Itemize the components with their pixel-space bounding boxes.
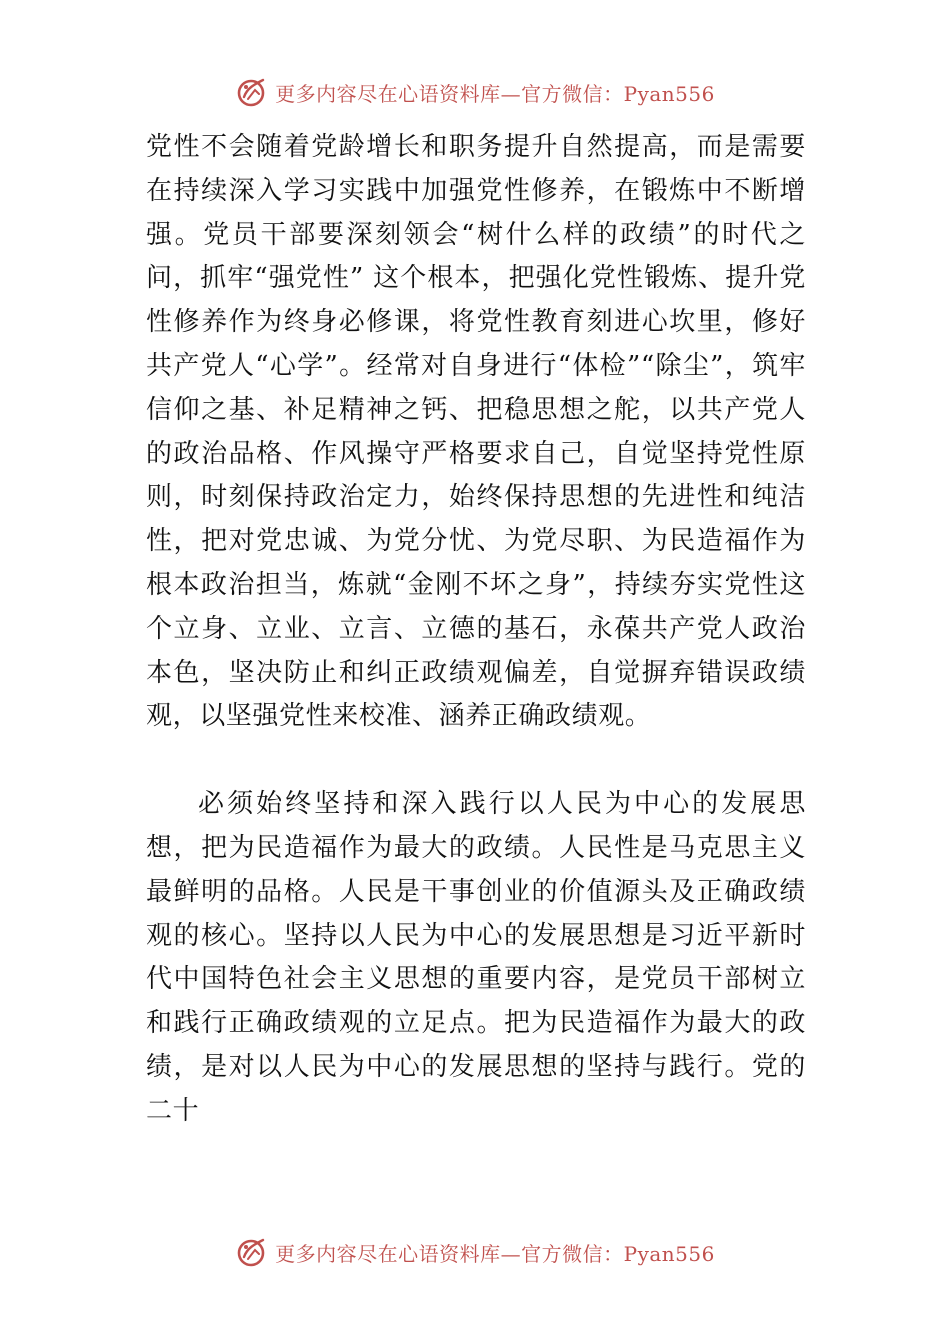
header-banner-text: 更多内容尽在心语资料库—官方微信：Pyan556	[275, 81, 715, 106]
document-body	[146, 126, 806, 1134]
footer-banner	[0, 1232, 950, 1272]
footer-banner-text: 更多内容尽在心语资料库—官方微信：Pyan556	[275, 1241, 715, 1266]
brand-logo-icon	[235, 1235, 269, 1269]
paragraph-1: 党性不会随着党龄增长和职务提升自然提高，而是需要在持续深入学习实践中加强党性修养，在锻炼中不断增强。党员干部要深刻领会“树什么样的政绩”的时代之问，抓牢“强党性” 这个根本，把强化党性锻炼、提升党性修养作为终身必修课，将党性教育刻进心坎里，修好共产党人“心学”。经常对自身进行“体检”“除尘”，筑牢信仰之基、补足精神之钙、把稳思想之舵，以共产党人的政治品格、作风操守严格要求自己，自觉坚持党性原则，时刻保持政治定力，始终保持思想的先进性和纯洁性，把对党忠诚、为党分忧、为党尽职、为民造福作为根本政治担当，炼就“金刚不坏之身”，持续夯实党性这个立身、立业、立言、立德的基石，永葆共产党人政治本色，坚决防止和纠正政绩观偏差，自觉摒弃错误政绩观，以坚强党性来校准、涵养正确政绩观。	[146, 132, 806, 732]
paragraph-2: 必须始终坚持和深入践行以人民为中心的发展思想，把为民造福作为最大的政绩。人民性是马克思主义最鲜明的品格。人民是干事创业的价值源头及正确政绩观的核心。坚持以人民为中心的发展思想是习近平新时代中国特色社会主义思想的重要内容，是党员干部树立和践行正确政绩观的立足点。把为民造福作为最大的政绩，是对以人民为中心的发展思想的坚持与践行。党的二十	[146, 789, 806, 1126]
brand-logo-icon	[235, 75, 269, 109]
header-banner	[0, 72, 950, 112]
